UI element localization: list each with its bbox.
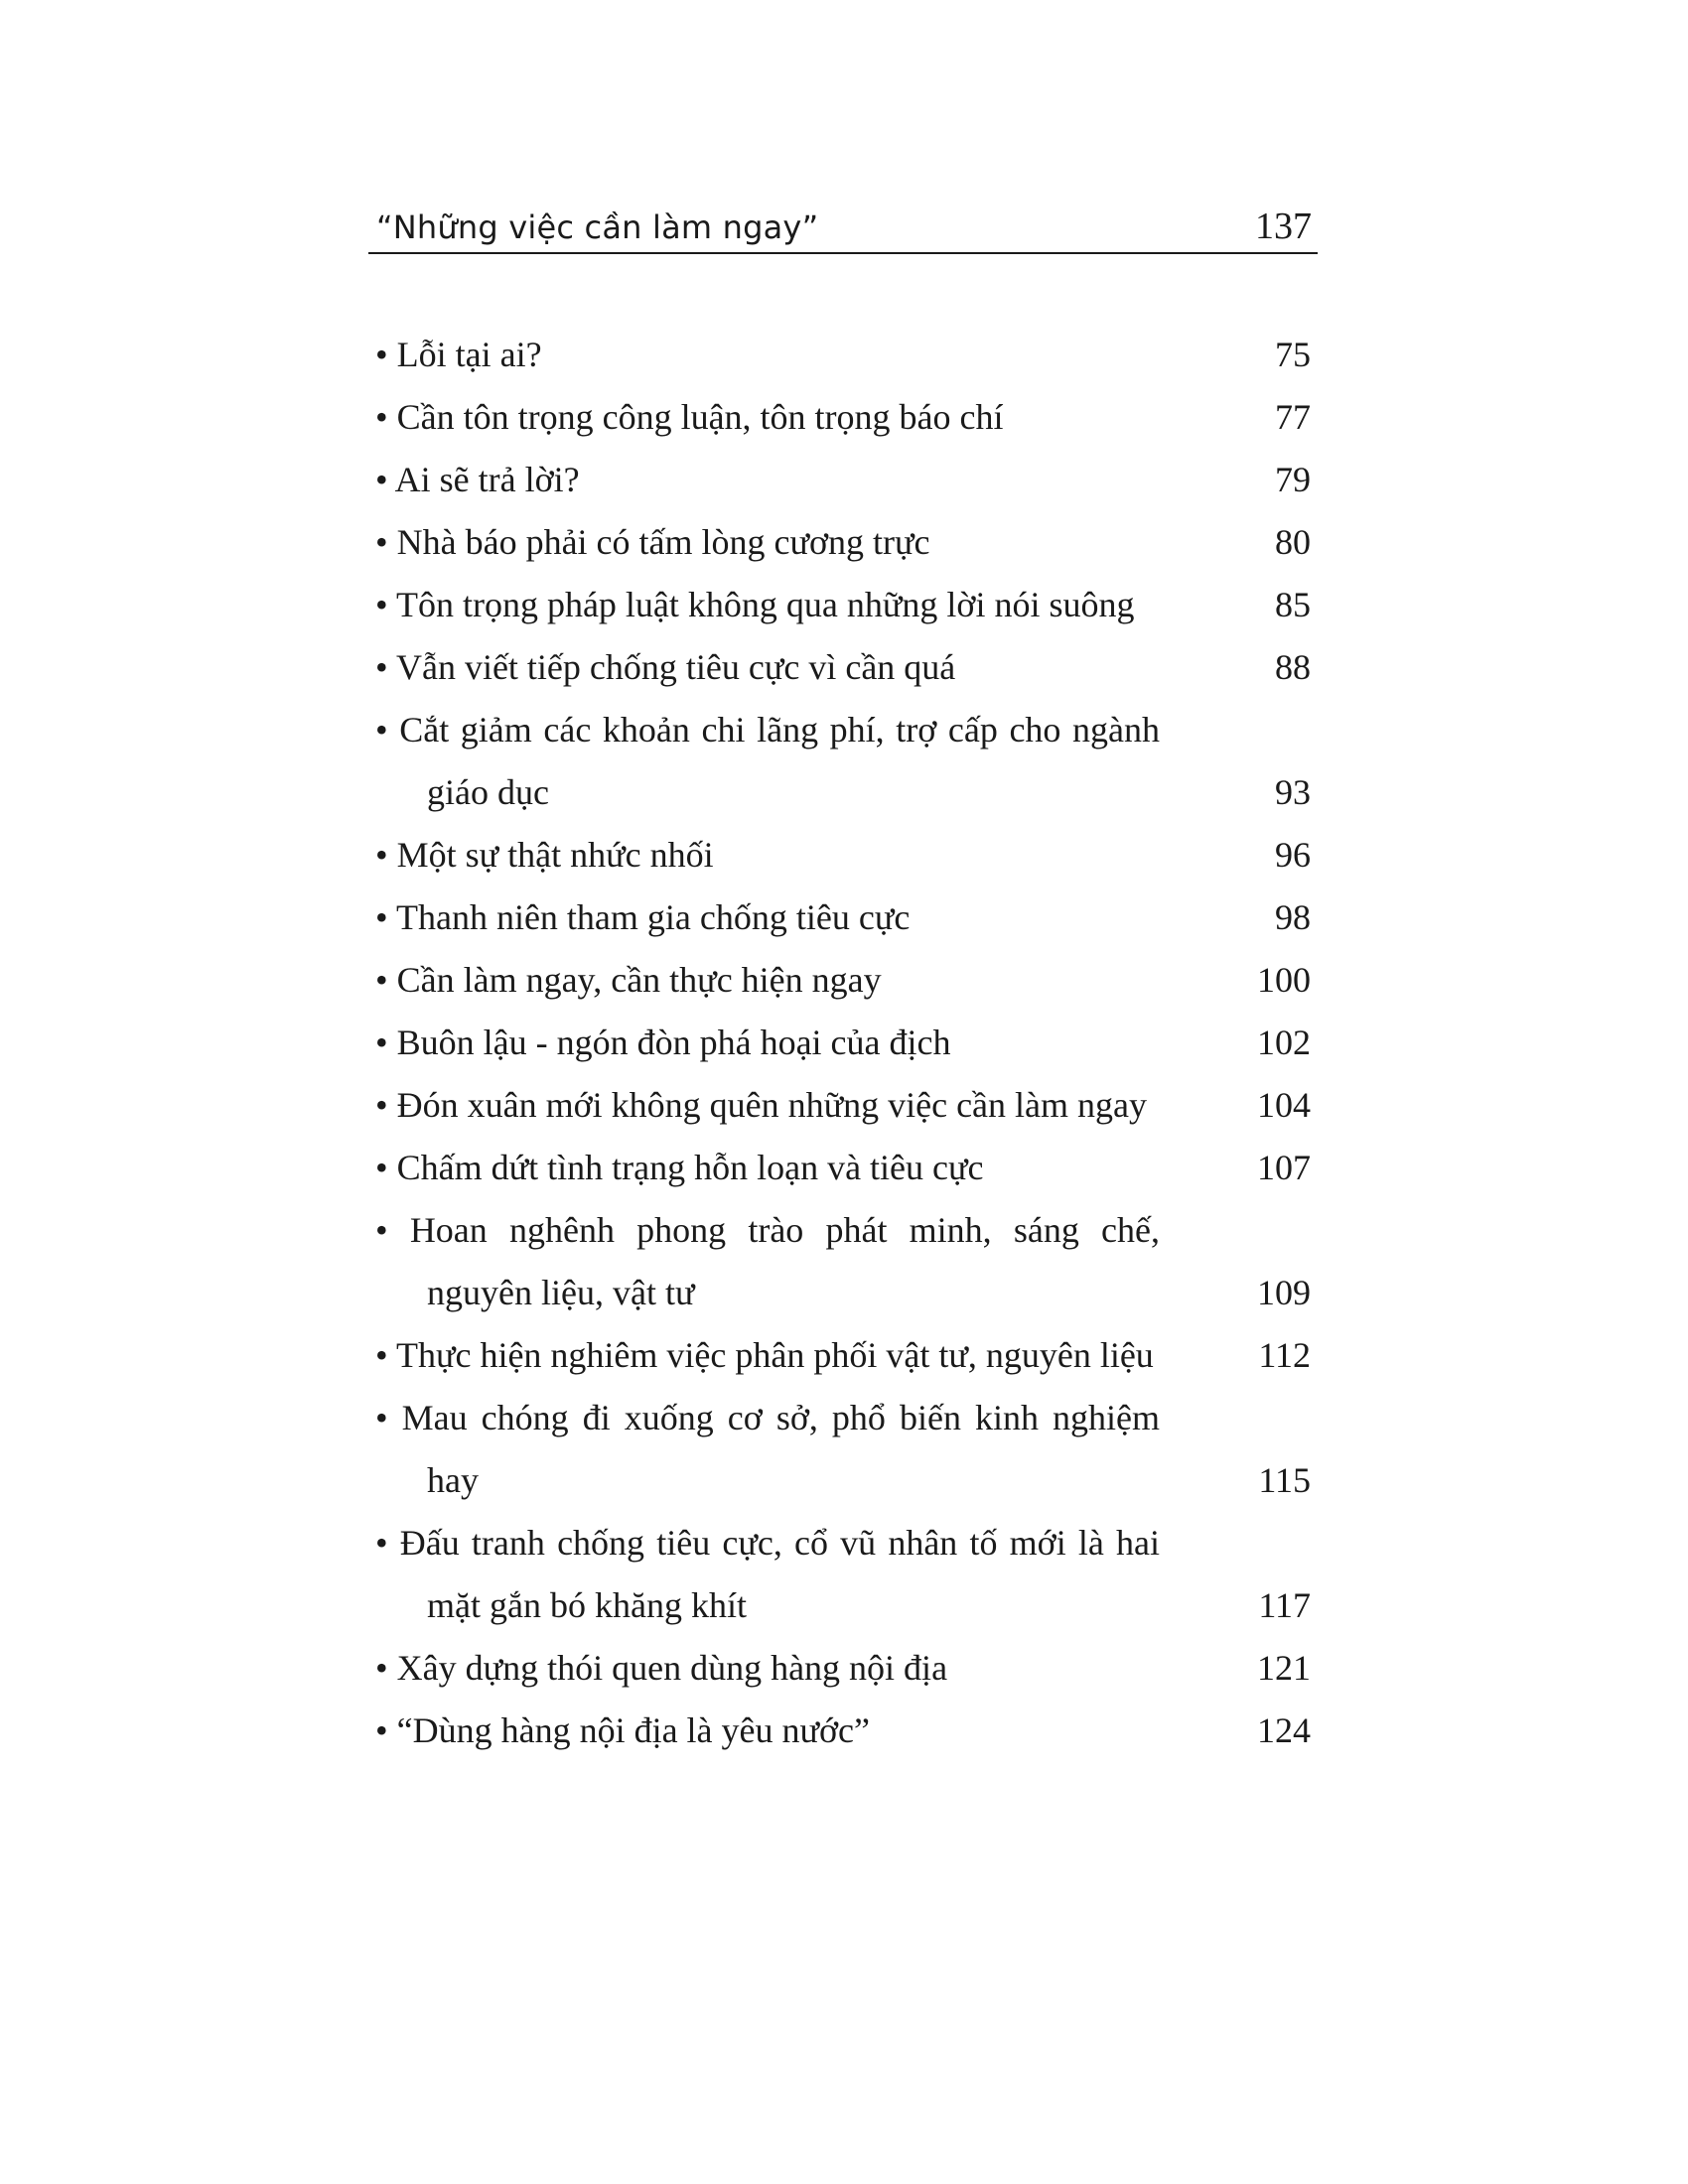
toc-entry-page: 112 — [1258, 1335, 1311, 1375]
toc-entry-text — [375, 511, 1160, 574]
toc-entry-text — [375, 1700, 1160, 1762]
bullet-icon: • — [375, 585, 388, 624]
toc-entry — [375, 949, 1311, 1012]
bullet-icon: • — [375, 1335, 388, 1375]
toc-entry — [375, 824, 1311, 887]
bullet-icon: • — [375, 335, 388, 374]
toc-entry-text — [375, 1012, 1160, 1074]
running-header — [368, 195, 1318, 254]
toc-entry-text — [375, 699, 1160, 824]
toc-entry — [375, 887, 1311, 949]
toc-entry-title: Hoan nghênh phong trào phát minh, sáng chế, nguyên liệu, vật tư — [409, 1210, 1161, 1312]
toc-entry — [375, 699, 1311, 824]
toc-entry-title: Thanh niên tham gia chống tiêu cực — [395, 897, 911, 937]
toc-entry — [375, 449, 1311, 511]
toc-entry-text — [375, 1199, 1160, 1324]
toc-entry-text — [375, 1512, 1160, 1637]
toc-entry — [375, 1512, 1311, 1637]
toc-entry-title: Cắt giảm các khoản chi lãng phí, trợ cấp cho ngành giáo dục — [399, 710, 1161, 812]
toc-entry-page: 100 — [1257, 960, 1311, 1000]
toc-entry-page: 85 — [1275, 585, 1311, 624]
toc-entry-text — [375, 324, 1160, 386]
toc-entry — [375, 511, 1311, 574]
toc-entry — [375, 636, 1311, 699]
toc-entry-title: Đấu tranh chống tiêu cực, cổ vũ nhân tố mới là hai mặt gắn bó khăng khít — [399, 1523, 1160, 1625]
toc-entry — [375, 324, 1311, 386]
toc-entry-title: “Dùng hàng nội địa là yêu nước” — [396, 1710, 871, 1750]
bullet-icon: • — [375, 1085, 388, 1125]
page-number: 137 — [1255, 205, 1312, 247]
running-title: “Những việc cần làm ngay” — [376, 208, 819, 246]
toc-entry-title: Cần làm ngay, cần thực hiện ngay — [396, 960, 882, 1000]
toc-entry-title: Ai sẽ trả lời? — [394, 460, 580, 499]
toc-entry-text — [375, 1074, 1160, 1137]
bullet-icon: • — [375, 1023, 388, 1062]
bullet-icon: • — [375, 397, 388, 437]
bullet-icon: • — [375, 960, 388, 1000]
toc-entry-page: 77 — [1275, 397, 1311, 437]
toc-entry-page: 96 — [1275, 835, 1311, 875]
toc-entry-page: 88 — [1275, 647, 1311, 687]
toc-entry — [375, 1700, 1311, 1762]
toc-entry — [375, 1074, 1311, 1137]
toc-entry-page: 109 — [1257, 1273, 1311, 1312]
toc-entry-title: Nhà báo phải có tấm lòng cương trực — [396, 522, 930, 562]
bullet-icon: • — [375, 1648, 388, 1688]
toc-entry-title: Buôn lậu - ngón đòn phá hoại của địch — [396, 1023, 951, 1062]
toc-entry-title: Chấm dứt tình trạng hỗn loạn và tiêu cực — [396, 1148, 984, 1187]
table-of-contents — [375, 324, 1311, 1762]
toc-entry-text — [375, 636, 1160, 699]
bullet-icon: • — [375, 897, 388, 937]
toc-entry-page: 98 — [1275, 897, 1311, 937]
toc-entry-text — [375, 824, 1160, 887]
toc-entry-text — [375, 1637, 1160, 1700]
toc-entry-page: 79 — [1275, 460, 1311, 499]
toc-entry-title: Đón xuân mới không quên những việc cần làm ngay — [396, 1085, 1147, 1125]
toc-entry-title: Tôn trọng pháp luật không qua những lời nói suông — [395, 585, 1135, 624]
toc-entry — [375, 1637, 1311, 1700]
toc-entry-text — [375, 949, 1160, 1012]
bullet-icon: • — [375, 835, 388, 875]
toc-entry-title: Cần tôn trọng công luận, tôn trọng báo chí — [396, 397, 1004, 437]
toc-entry-page: 80 — [1275, 522, 1311, 562]
toc-entry-page: 121 — [1257, 1648, 1311, 1688]
toc-entry — [375, 1199, 1311, 1324]
toc-entry-title: Lỗi tại ai? — [396, 335, 542, 374]
toc-entry-page: 104 — [1257, 1085, 1311, 1125]
bullet-icon: • — [375, 522, 388, 562]
bullet-icon: • — [375, 1398, 388, 1437]
toc-entry-text — [375, 574, 1160, 636]
bullet-icon: • — [375, 1523, 388, 1563]
toc-entry-title: Thực hiện nghiêm việc phân phối vật tư, nguyên liệu — [395, 1335, 1154, 1375]
toc-entry-title: Xây dựng thói quen dùng hàng nội địa — [396, 1648, 948, 1688]
toc-entry-title: Một sự thật nhức nhối — [396, 835, 714, 875]
toc-entry-text — [375, 1137, 1160, 1199]
toc-entry-title: Mau chóng đi xuống cơ sở, phổ biến kinh nghiệm hay — [401, 1398, 1161, 1500]
bullet-icon: • — [375, 710, 388, 750]
toc-entry-text — [375, 386, 1160, 449]
bullet-icon: • — [375, 1148, 388, 1187]
toc-entry — [375, 1324, 1311, 1387]
toc-entry-text — [375, 449, 1160, 511]
toc-entry-page: 115 — [1258, 1460, 1311, 1500]
toc-entry — [375, 1137, 1311, 1199]
toc-entry — [375, 386, 1311, 449]
toc-entry-text — [375, 887, 1160, 949]
toc-entry-text — [375, 1387, 1160, 1512]
bullet-icon: • — [375, 460, 388, 499]
toc-entry-page: 102 — [1257, 1023, 1311, 1062]
toc-entry-page: 93 — [1275, 772, 1311, 812]
toc-entry — [375, 574, 1311, 636]
bullet-icon: • — [375, 1210, 388, 1250]
bullet-icon: • — [375, 1710, 388, 1750]
toc-entry-page: 124 — [1257, 1710, 1311, 1750]
toc-entry-title: Vẫn viết tiếp chống tiêu cực vì cần quá — [395, 647, 956, 687]
bullet-icon: • — [375, 647, 388, 687]
toc-entry — [375, 1387, 1311, 1512]
toc-entry-page: 107 — [1257, 1148, 1311, 1187]
toc-entry-text — [375, 1324, 1160, 1387]
toc-entry-page: 75 — [1275, 335, 1311, 374]
toc-entry — [375, 1012, 1311, 1074]
toc-entry-page: 117 — [1258, 1585, 1311, 1625]
